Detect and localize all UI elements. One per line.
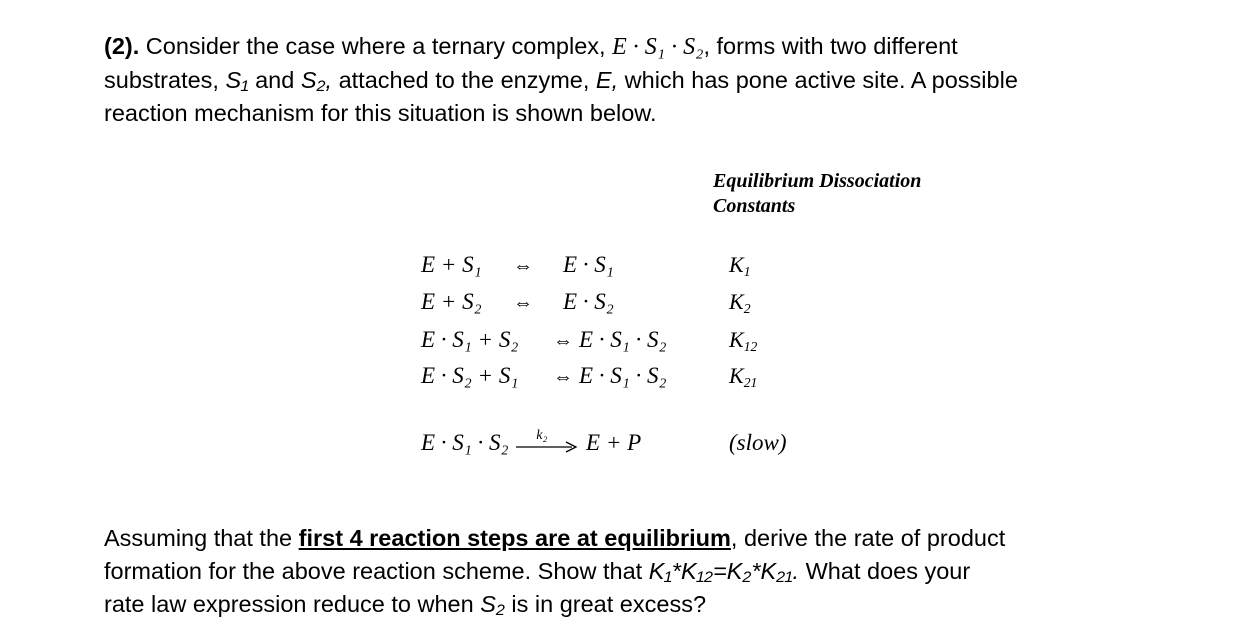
reaction-2: E + S₂ ⇔ E · S₂ [421, 287, 614, 318]
equilibrium-arrow-icon: ⇔ [553, 366, 573, 388]
constant-k12: $K_{12}$ [729, 327, 758, 355]
equilibrium-arrow-icon: ⇔ [553, 330, 573, 352]
question-line-1: Assuming that the first 4 reaction steps are at equilibrium, derive the rate of product [104, 525, 1006, 551]
problem-intro [104, 30, 1018, 130]
question-line-3: rate law expression reduce to when S₂ is in great excess? [104, 591, 707, 617]
reaction-3: E · S₁ + S₂ ⇔ E · S₁ · S₂ [421, 325, 667, 356]
intro-line-1: (2). Consider the case where a ternary complex, E · S₁ · S₂, forms with two different [104, 33, 958, 60]
forward-arrow-icon [514, 427, 580, 455]
reaction-4: E · S₂ + S₁ ⇔ E · S₁ · S₂ [421, 361, 667, 392]
constants-heading: Equilibrium Dissociation Constants [713, 170, 922, 217]
rate-step: E · S₁ · S₂ k₂ E + P [421, 428, 641, 458]
intro-line-2: substrates, S₁ and S₂, attached to the enzyme, E, which has pone active site. A possible [104, 67, 1018, 93]
constants-relation: K₁*K₁₂=K₂*K₂₁. [648, 558, 800, 584]
intro-line-3: reaction mechanism for this situation is shown below. [104, 100, 657, 126]
problem-number: (2). [104, 33, 140, 59]
constant-k21: $K_{21}$ [729, 363, 758, 391]
problem-question [104, 522, 1005, 621]
constant-k1: $K_1$ [729, 252, 751, 280]
equilibrium-emphasis: first 4 reaction steps are at equilibrium [298, 525, 731, 551]
slow-note: (slow) [729, 430, 787, 455]
reaction-1: E + S₁ ⇔ E · S₁ [421, 250, 614, 281]
rate-constant-k2: k₂ [536, 427, 548, 443]
constant-k2: $K_2$ [729, 289, 751, 317]
equilibrium-arrow-icon: ⇔ [513, 292, 533, 314]
question-line-2: formation for the above reaction scheme. Show that K₁*K₁₂=K₂*K₂₁. What does your [104, 558, 971, 584]
equilibrium-arrow-icon: ⇔ [513, 255, 533, 277]
ternary-complex: E · S₁ · S₂ [612, 34, 704, 60]
